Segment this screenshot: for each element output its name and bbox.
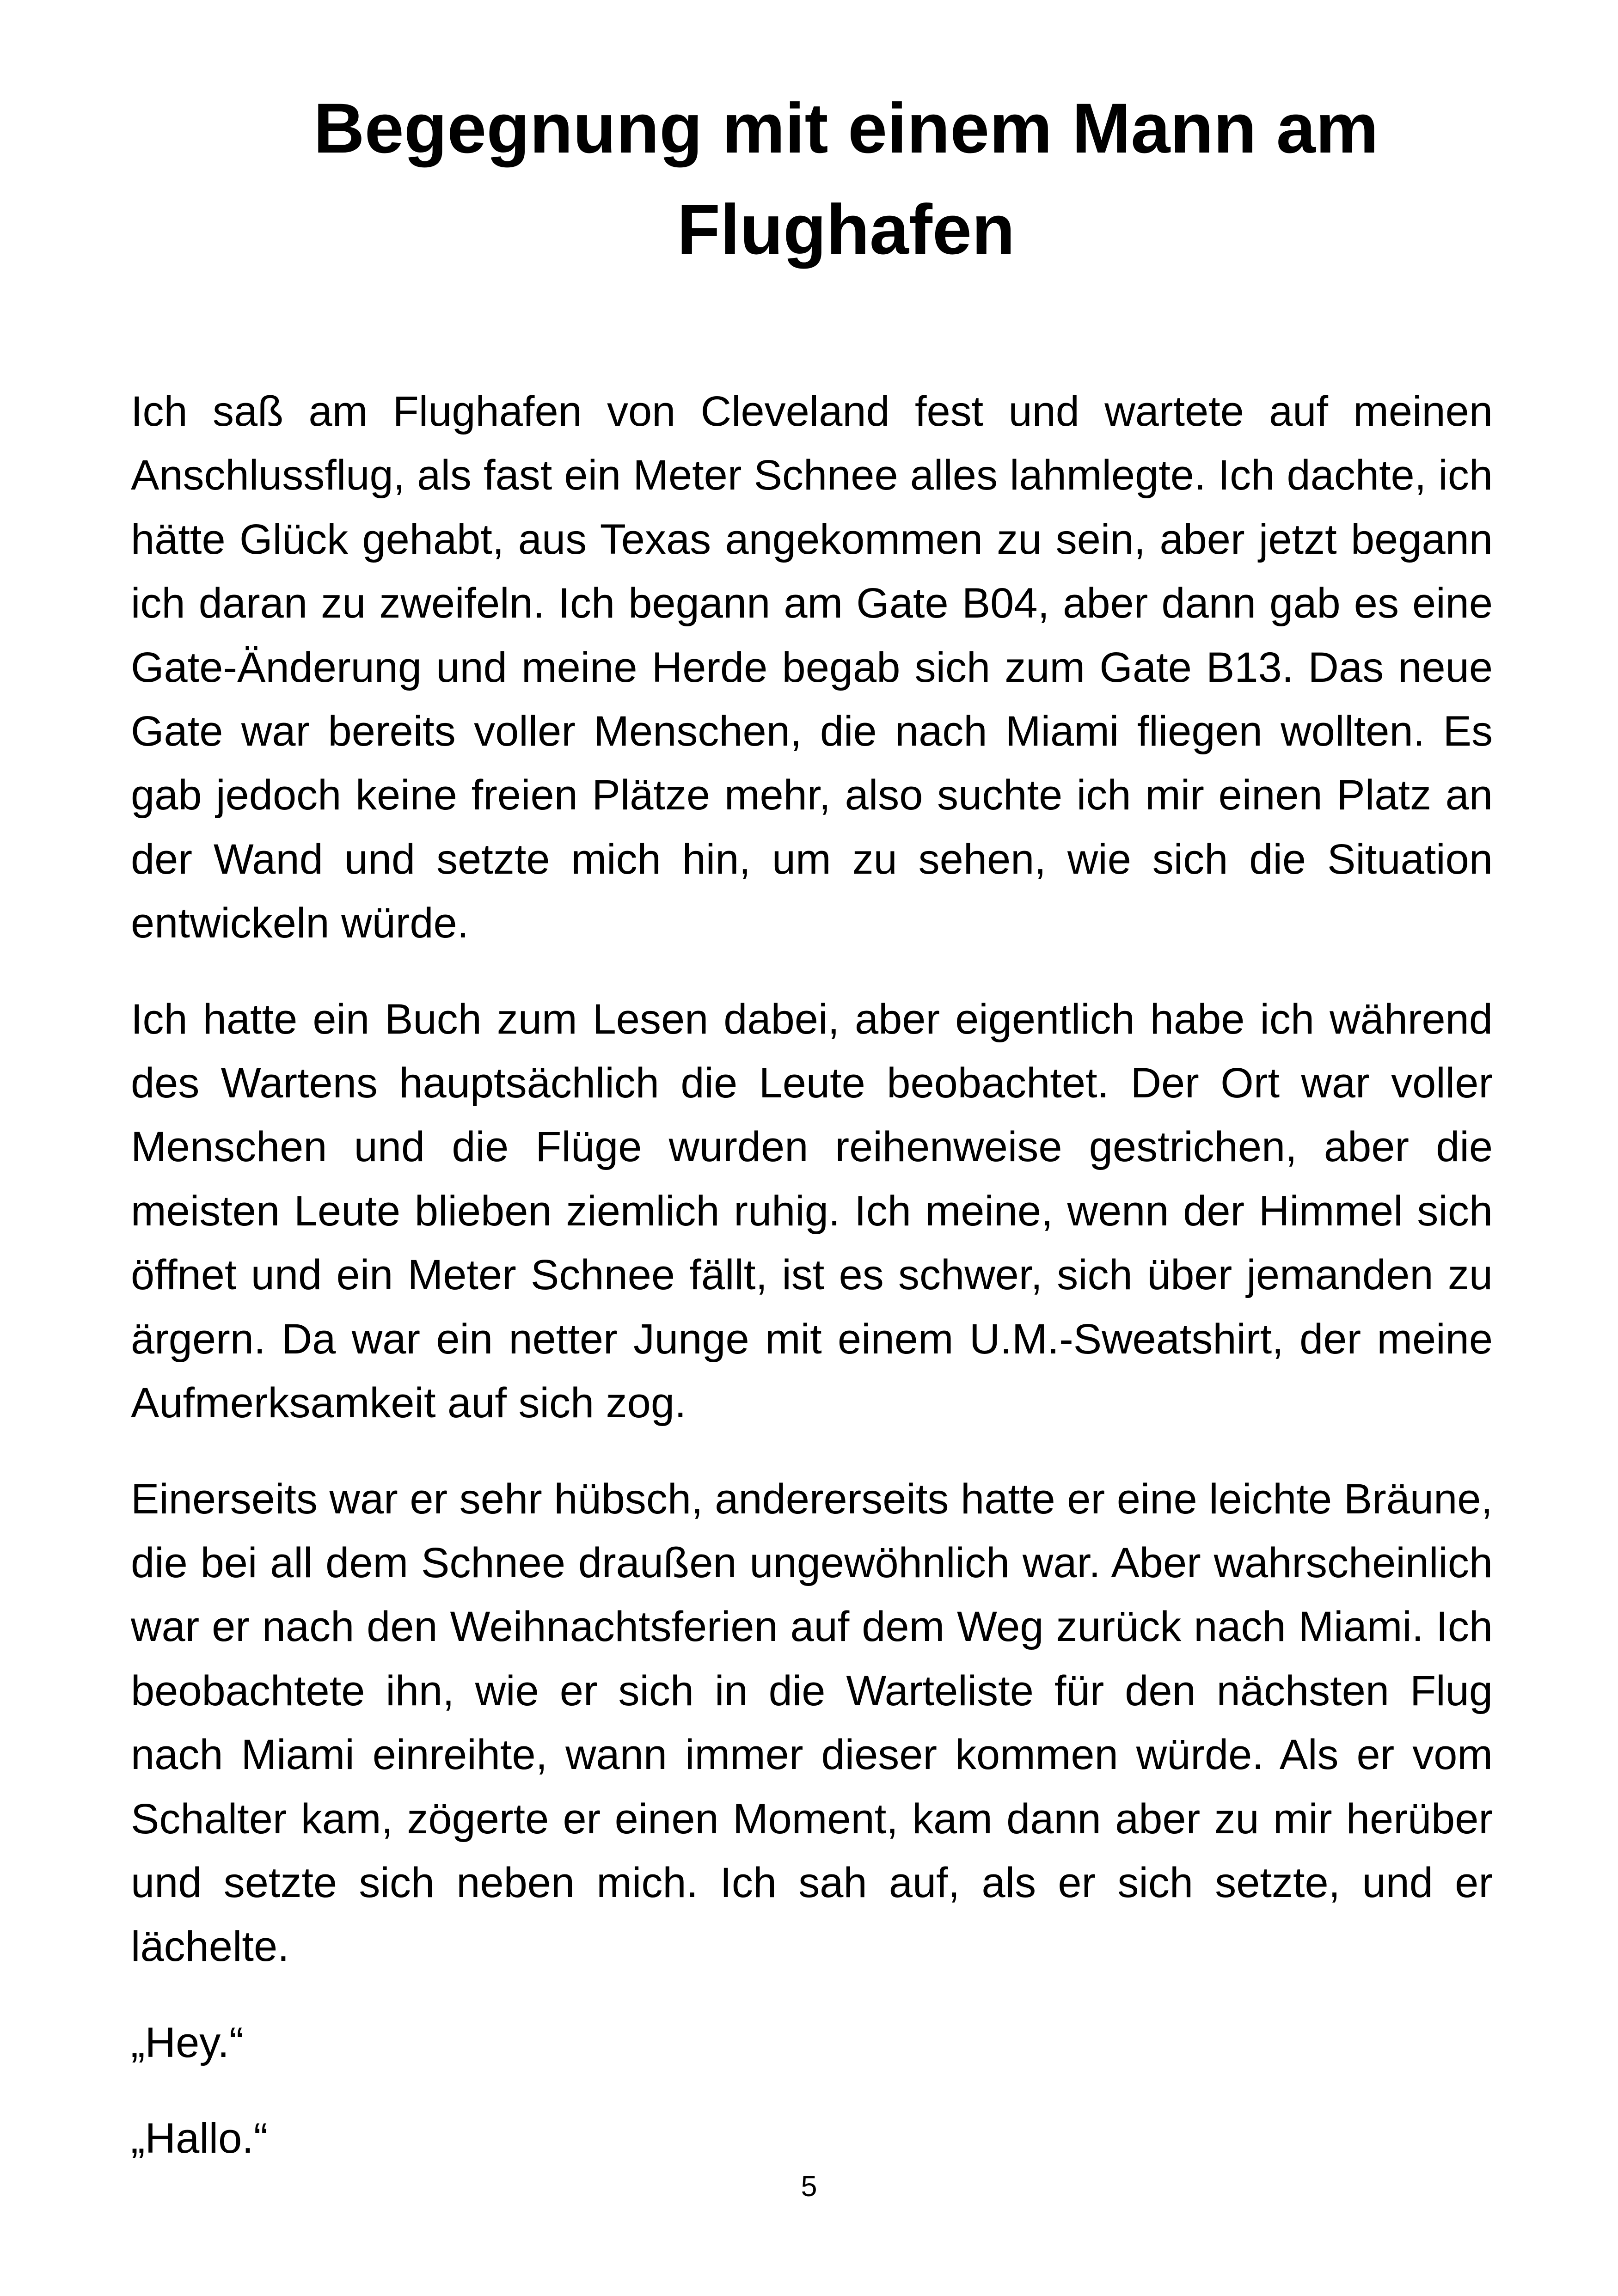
dialogue-line: „Hey.“ — [131, 2019, 244, 2066]
body-text — [131, 380, 1493, 2203]
paragraph: Ich saß am Flughafen von Cleveland fest und wartete auf meinen Anschlussflug, als fast ein Meter Schnee alles lahmlegte. Ich dachte, ich hätte Glück gehabt, aus Texas angekommen zu sein, aber jetzt begann ich daran zu zweifeln. Ich begann am Gate B04, aber dann gab es eine Gate-Änderung und meine Herde begab sich zum Gate B13. Das neue Gate war bereits voller Menschen, die nach Miami fliegen wollten. Es gab jedoch keine freien Plätze mehr, also suchte ich mir einen Platz an der Wand und setzte mich hin, um zu sehen, wie sich die Situation entwickeln würde. — [131, 388, 1493, 947]
page-title: Begegnung mit einem Mann am Flughafen — [313, 89, 1379, 269]
paragraph: Ich hatte ein Buch zum Lesen dabei, aber eigentlich habe ich während des Wartens hauptsächlich die Leute beobachtet. Der Ort war voller Menschen und die Flüge wurden reihenweise gestrichen, aber die meisten Leute blieben ziemlich ruhig. Ich meine, wenn der Himmel sich öffnet und ein Meter Schnee fällt, ist es schwer, sich über jemanden zu ärgern. Da war ein netter Junge mit einem U.M.-Sweatshirt, der meine Aufmerksamkeit auf sich zog. — [131, 995, 1493, 1427]
paragraph: Einerseits war er sehr hübsch, andererseits hatte er eine leichte Bräune, die bei all dem Schnee draußen ungewöhnlich war. Aber wahrscheinlich war er nach den Weihnachtsferien auf dem Weg zurück nach Miami. Ich beobachtete ihn, wie er sich in die Warteliste für den nächsten Flug nach Miami einreihte, wann immer dieser kommen würde. Als er vom Schalter kam, zögerte er einen Moment, kam dann aber zu mir herüber und setzte sich neben mich. Ich sah auf, als er sich setzte, und er lächelte. — [131, 1475, 1493, 1971]
dialogue-line: „Hallo.“ — [131, 2115, 268, 2162]
page-number: 5 — [801, 2170, 817, 2203]
